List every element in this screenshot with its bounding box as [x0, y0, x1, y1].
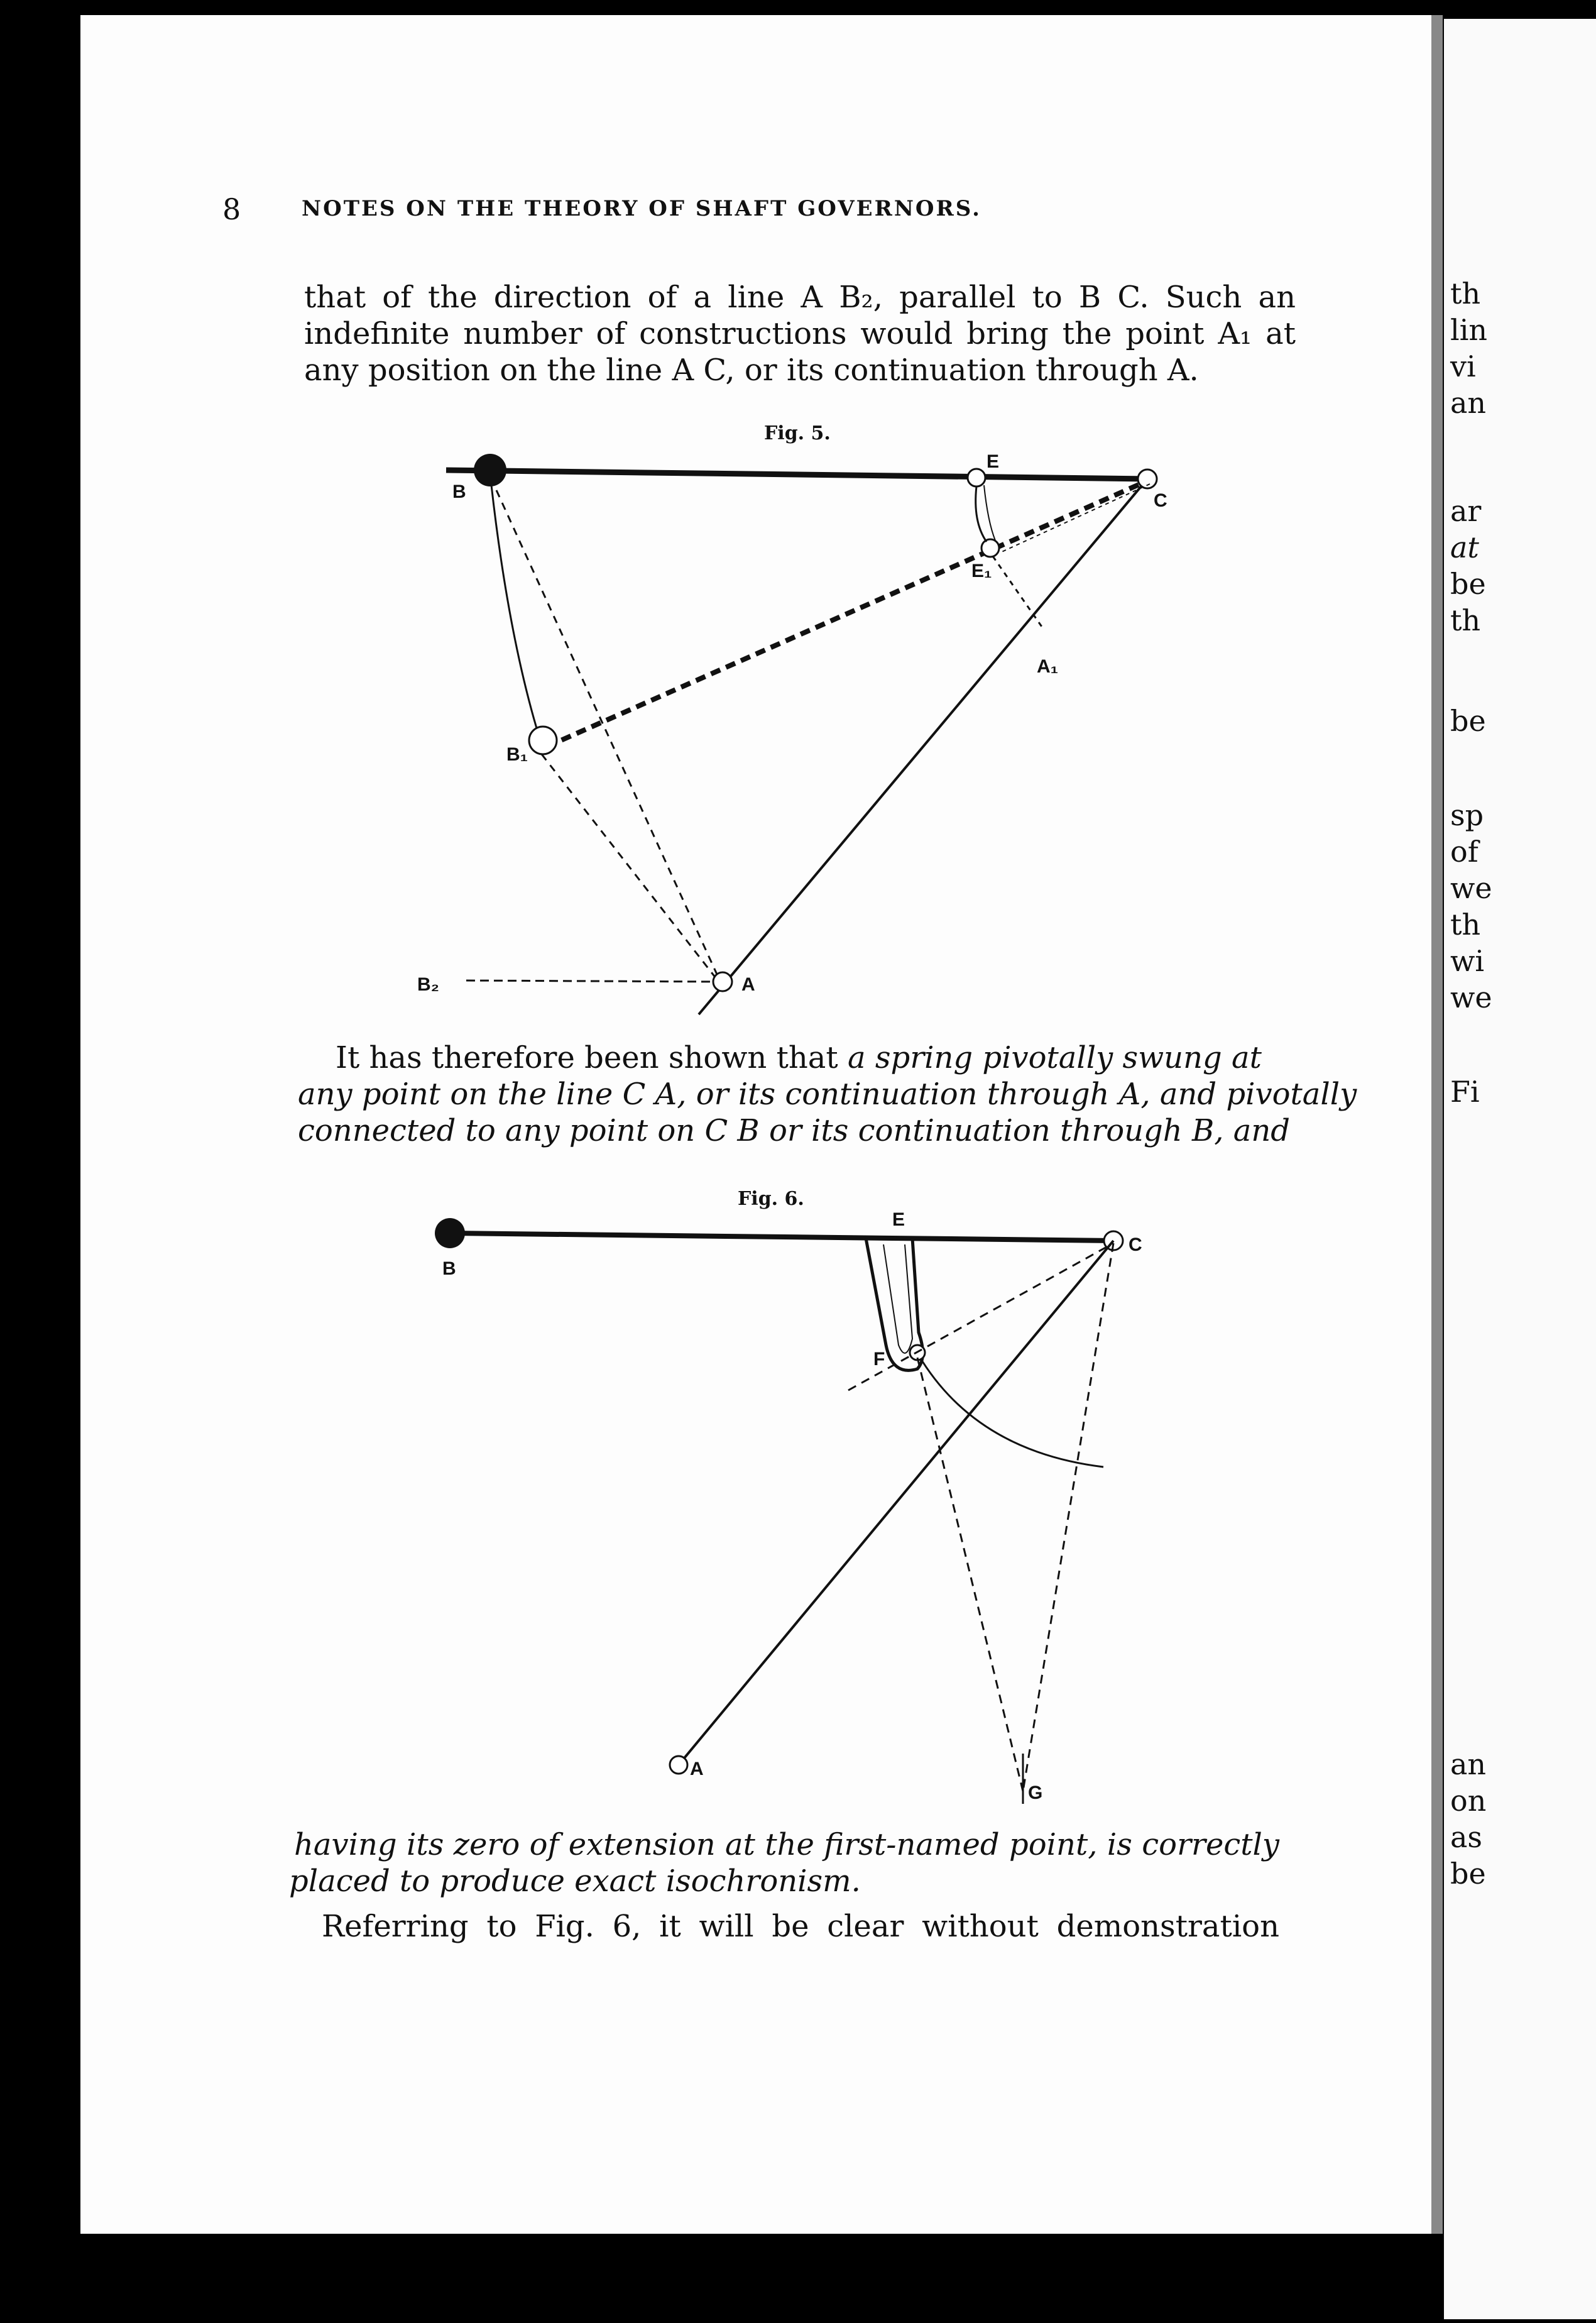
- label-A: A: [690, 1759, 704, 1779]
- paragraph-4-line-1: Referring to Fig. 6, it will be clear without demonstration: [322, 1909, 1279, 1944]
- label-G: G: [1028, 1782, 1043, 1803]
- line-BC: [452, 1233, 1113, 1241]
- label-C: C: [1154, 490, 1167, 511]
- line-E1-A1: [993, 556, 1043, 629]
- label-E: E: [892, 1209, 905, 1230]
- edge-text: be: [1450, 567, 1486, 601]
- label-B: B: [442, 1258, 456, 1279]
- edge-text: wi: [1450, 944, 1485, 978]
- paragraph-3-line-1: having its zero of extension at the first-named point, is correctly: [294, 1827, 1279, 1862]
- line-B1-A: [542, 754, 723, 987]
- line-CA: [679, 1241, 1113, 1765]
- paragraph-1-line-3: any position on the line A C, or its continuation through A.: [304, 353, 1199, 388]
- figure-5-caption: Fig. 5.: [764, 422, 831, 444]
- paragraph-3-line-2: placed to produce exact isochronism.: [289, 1864, 861, 1899]
- arc-F: [922, 1361, 1103, 1467]
- pivot-B: [474, 454, 506, 486]
- label-B1: B₁: [506, 744, 528, 765]
- paragraph-2-line-1-italic: a spring pivotally swung at: [847, 1040, 1262, 1075]
- paragraph-1-line-1: that of the direction of a line A B₂, parallel to B C. Such an: [304, 280, 1296, 315]
- line-F-C: [848, 1243, 1113, 1390]
- edge-text: an: [1450, 386, 1487, 420]
- edge-text: of: [1450, 835, 1478, 869]
- label-F: F: [873, 1349, 885, 1370]
- paragraph-2-line-1-roman: It has therefore been shown that: [336, 1040, 848, 1075]
- edge-text: we: [1450, 980, 1492, 1014]
- edge-text: vi: [1450, 349, 1476, 383]
- slot-inner: [883, 1244, 912, 1353]
- edge-text: on: [1450, 1784, 1487, 1818]
- edge-text: th: [1450, 603, 1481, 637]
- edge-text: be: [1450, 704, 1486, 738]
- paragraph-2-line-2: any point on the line C A, or its continuation through A, and pivotally: [298, 1077, 1357, 1112]
- point-A: [713, 972, 732, 991]
- line-F-G: [917, 1358, 1023, 1791]
- edge-text: we: [1450, 871, 1492, 905]
- line-CA: [699, 479, 1147, 1014]
- pivot-B: [435, 1218, 465, 1248]
- figure-6-diagram: [435, 1209, 1142, 1804]
- label-A: A: [741, 974, 755, 995]
- edge-text: an: [1450, 1747, 1487, 1781]
- paragraph-1-line-2: indefinite number of constructions would bring the point A₁ at: [304, 316, 1296, 351]
- edge-text: sp: [1450, 798, 1484, 832]
- arc-E-E1-inner: [984, 485, 995, 541]
- label-E: E: [987, 451, 1000, 472]
- label-A1: A₁: [1037, 656, 1059, 677]
- edge-text: at: [1450, 530, 1479, 564]
- point-A: [670, 1756, 687, 1774]
- label-B: B: [452, 481, 466, 502]
- edge-text: ar: [1450, 494, 1482, 528]
- label-E1: E₁: [971, 561, 992, 581]
- arc-B-B1: [491, 485, 542, 745]
- spring-line-B1-C: [547, 481, 1147, 747]
- line-C-G: [1023, 1243, 1113, 1791]
- point-B1: [529, 727, 557, 754]
- label-B2: B₂: [417, 974, 439, 995]
- running-title: NOTES ON THE THEORY OF SHAFT GOVERNORS.: [302, 196, 981, 221]
- edge-text: Fi: [1450, 1075, 1480, 1109]
- point-E: [968, 469, 985, 486]
- figure-6-caption: Fig. 6.: [738, 1188, 804, 1210]
- edge-text: th: [1450, 908, 1481, 942]
- point-E1: [981, 539, 999, 557]
- figure-5-diagram: [417, 451, 1167, 1014]
- line-BC: [446, 470, 1150, 479]
- edge-text: th: [1450, 277, 1481, 310]
- edge-text: lin: [1450, 313, 1488, 347]
- paragraph-2-line-3: connected to any point on C B or its continuation through B, and: [298, 1113, 1290, 1148]
- edge-text: be: [1450, 1857, 1486, 1891]
- label-C: C: [1129, 1234, 1142, 1255]
- edge-text: as: [1450, 1820, 1483, 1854]
- page-number: 8: [222, 192, 241, 226]
- line-C-E1: [999, 484, 1150, 553]
- line-B2-A: [466, 980, 723, 982]
